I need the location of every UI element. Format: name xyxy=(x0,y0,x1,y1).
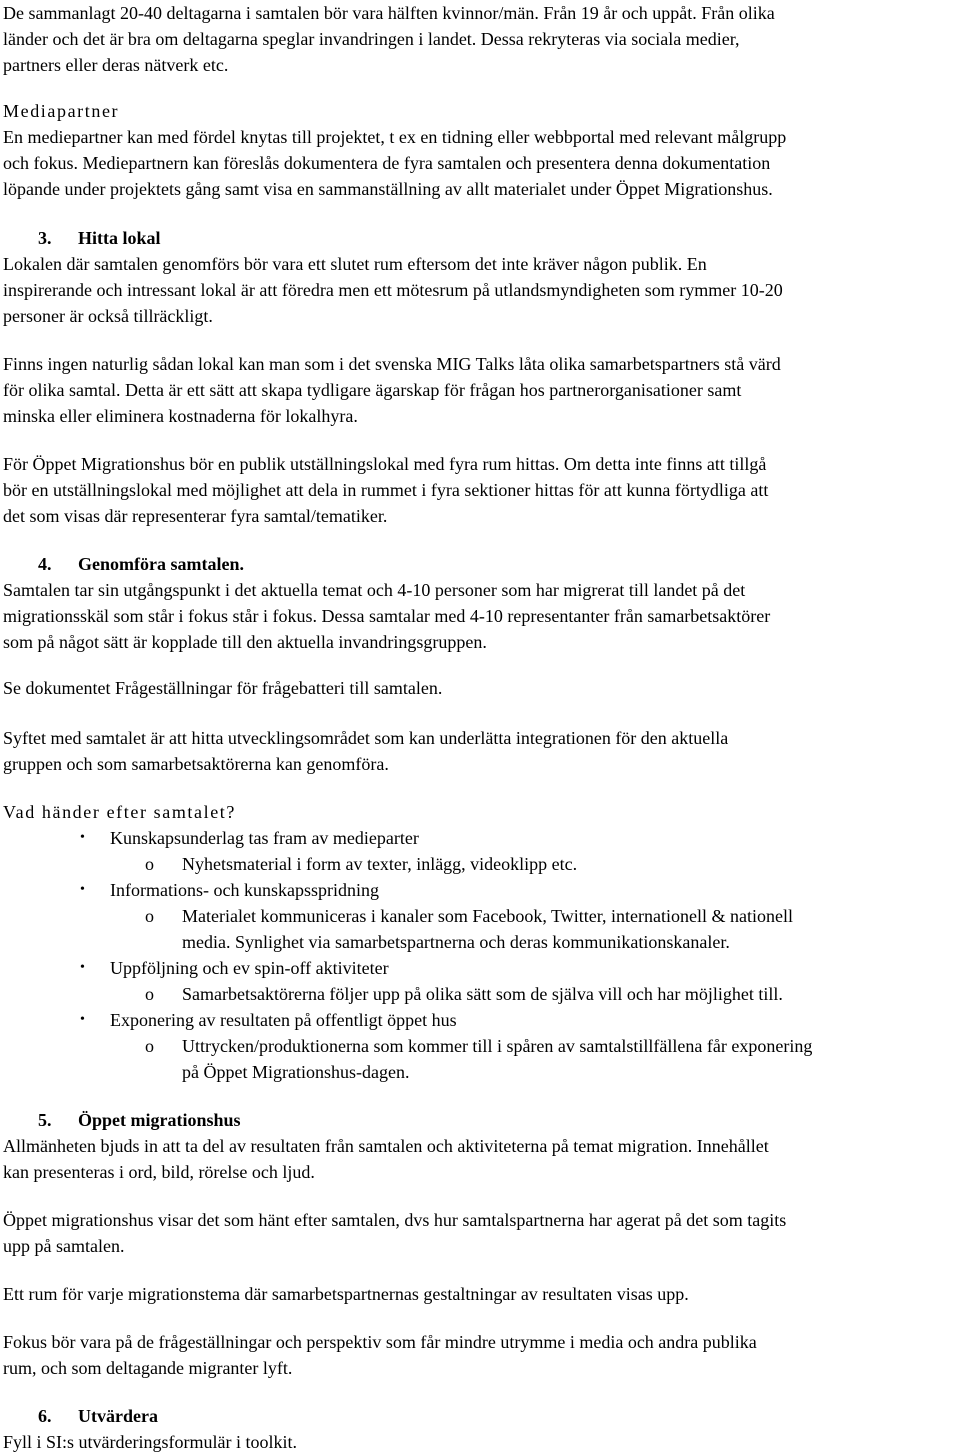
sub-bullet-icon: o xyxy=(145,906,154,926)
mediapartner-heading: Mediapartner xyxy=(3,101,120,121)
section-title: Öppet migrationshus xyxy=(78,1110,241,1130)
bullet-icon: • xyxy=(80,1012,85,1027)
section-3-line: bör en utställningslokal med möjlighet att dela in rummet i fyra sektioner hittas för att kunna förtydliga att xyxy=(3,480,769,500)
sub-list-item: Uttrycken/produktionerna som kommer till i spåren av samtalstillfällena får exponering xyxy=(182,1036,813,1056)
section-4-line: Samtalen tar sin utgångspunkt i det aktuella temat och 4-10 personer som har migrerat till landet på det xyxy=(3,580,746,600)
section-3-line: Lokalen där samtalen genomförs bör vara ett slutet rum eftersom det inte kräver någon publik. En xyxy=(3,254,707,274)
list-item: Kunskapsunderlag tas fram av medieparter xyxy=(110,828,419,848)
intro-line: partners eller deras nätverk etc. xyxy=(3,55,229,75)
sub-bullet-icon: o xyxy=(145,1036,154,1056)
section-number: 6. xyxy=(38,1406,52,1426)
section-5-line: rum, och som deltagande migranter lyft. xyxy=(3,1358,293,1378)
sub-list-item: Nyhetsmaterial i form av texter, inlägg, videoklipp etc. xyxy=(182,854,578,874)
section-4-line: Se dokumentet Frågeställningar för frågebatteri till samtalen. xyxy=(3,678,443,698)
section-5-heading xyxy=(38,1110,241,1130)
section-3-line: Finns ingen naturlig sådan lokal kan man som i det svenska MIG Talks låta olika samarbetspartners stå värd xyxy=(3,354,781,374)
section-5-line: Fokus bör vara på de frågeställningar och perspektiv som får mindre utrymme i media och andra publika xyxy=(3,1332,757,1352)
mediapartner-line: och fokus. Mediepartnern kan föreslås dokumentera de fyra samtalen och presentera denna dokumentation xyxy=(3,153,771,173)
section-title: Utvärdera xyxy=(78,1406,158,1426)
after-heading: Vad händer efter samtalet? xyxy=(3,802,236,822)
mediapartner-line: löpande under projektets gång samt visa en sammanställning av allt materialet under Öppet Migrationshus. xyxy=(3,179,773,199)
section-number: 4. xyxy=(38,554,52,574)
sub-list-item: på Öppet Migrationshus-dagen. xyxy=(182,1062,410,1082)
section-title: Hitta lokal xyxy=(78,228,161,248)
section-3-line: det som visas där representerar fyra samtal/tematiker. xyxy=(3,506,388,526)
mediapartner-line: En mediepartner kan med fördel knytas till projektet, t ex en tidning eller webbportal med relevant målgrupp xyxy=(3,127,787,147)
section-5-line: Öppet migrationshus visar det som hänt efter samtalen, dvs hur samtalspartnerna har agerat på det som tagits xyxy=(3,1210,787,1230)
section-4-line: migrationsskäl som står i fokus står i fokus. Dessa samtalar med 4-10 representanter från samarbetsaktörer xyxy=(3,606,771,626)
bullet-icon: • xyxy=(80,882,85,897)
section-3-line: minska eller eliminera kostnaderna för lokalhyra. xyxy=(3,406,358,426)
section-4-line: som på något sätt är kopplade till den aktuella invandringsgruppen. xyxy=(3,632,487,652)
list-item: Uppföljning och ev spin-off aktiviteter xyxy=(110,958,389,978)
section-title: Genomföra samtalen. xyxy=(78,554,244,574)
section-number: 3. xyxy=(38,228,52,248)
bullet-icon: • xyxy=(80,960,85,975)
bullet-icon: • xyxy=(80,830,85,845)
section-4-line: Syftet med samtalet är att hitta utvecklingsområdet som kan underlätta integrationen för den aktuella xyxy=(3,728,729,748)
section-6-line: Fyll i SI:s utvärderingsformulär i toolkit. xyxy=(3,1432,297,1452)
section-6-heading xyxy=(38,1406,158,1426)
list-item: Exponering av resultaten på offentligt öppet hus xyxy=(110,1010,457,1030)
section-3-line: personer är också tillräckligt. xyxy=(3,306,213,326)
sub-bullet-icon: o xyxy=(145,854,154,874)
section-4-heading xyxy=(38,554,244,574)
sub-list-item: Samarbetsaktörerna följer upp på olika sätt som de själva vill och har möjlighet till. xyxy=(182,984,783,1004)
sub-list-item: media. Synlighet via samarbetspartnerna och deras kommunikationskanaler. xyxy=(182,932,730,952)
section-5-line: upp på samtalen. xyxy=(3,1236,125,1256)
section-3-line: för olika samtal. Detta är ett sätt att skapa tydligare ägarskap för frågan hos partnerorganisationer samt xyxy=(3,380,742,400)
section-3-heading xyxy=(38,228,161,248)
sub-list-item: Materialet kommuniceras i kanaler som Facebook, Twitter, internationell & nationell xyxy=(182,906,794,926)
section-5-line: Allmänheten bjuds in att ta del av resultaten från samtalen och aktiviteterna på temat migration. Innehållet xyxy=(3,1136,769,1156)
intro-line: länder och det är bra om deltagarna speglar invandringen i landet. Dessa rekryteras via sociala medier, xyxy=(3,29,740,49)
section-3-line: För Öppet Migrationshus bör en publik utställningslokal med fyra rum hittas. Om detta inte finns att tillgå xyxy=(3,454,767,474)
section-3-line: inspirerande och intressant lokal är att föredra men ett mötesrum på utlandsmyndigheten som rymmer 10-20 xyxy=(3,280,783,300)
list-item: Informations- och kunskapsspridning xyxy=(110,880,379,900)
sub-bullet-icon: o xyxy=(145,984,154,1004)
section-4-line: gruppen och som samarbetsaktörerna kan genomföra. xyxy=(3,754,389,774)
intro-line: De sammanlagt 20-40 deltagarna i samtalen bör vara hälften kvinnor/män. Från 19 år och uppåt. Från olika xyxy=(3,3,775,23)
section-number: 5. xyxy=(38,1110,52,1130)
section-5-line: Ett rum för varje migrationstema där samarbetspartnernas gestaltningar av resultaten visas upp. xyxy=(3,1284,689,1304)
section-5-line: kan presenteras i ord, bild, rörelse och ljud. xyxy=(3,1162,315,1182)
